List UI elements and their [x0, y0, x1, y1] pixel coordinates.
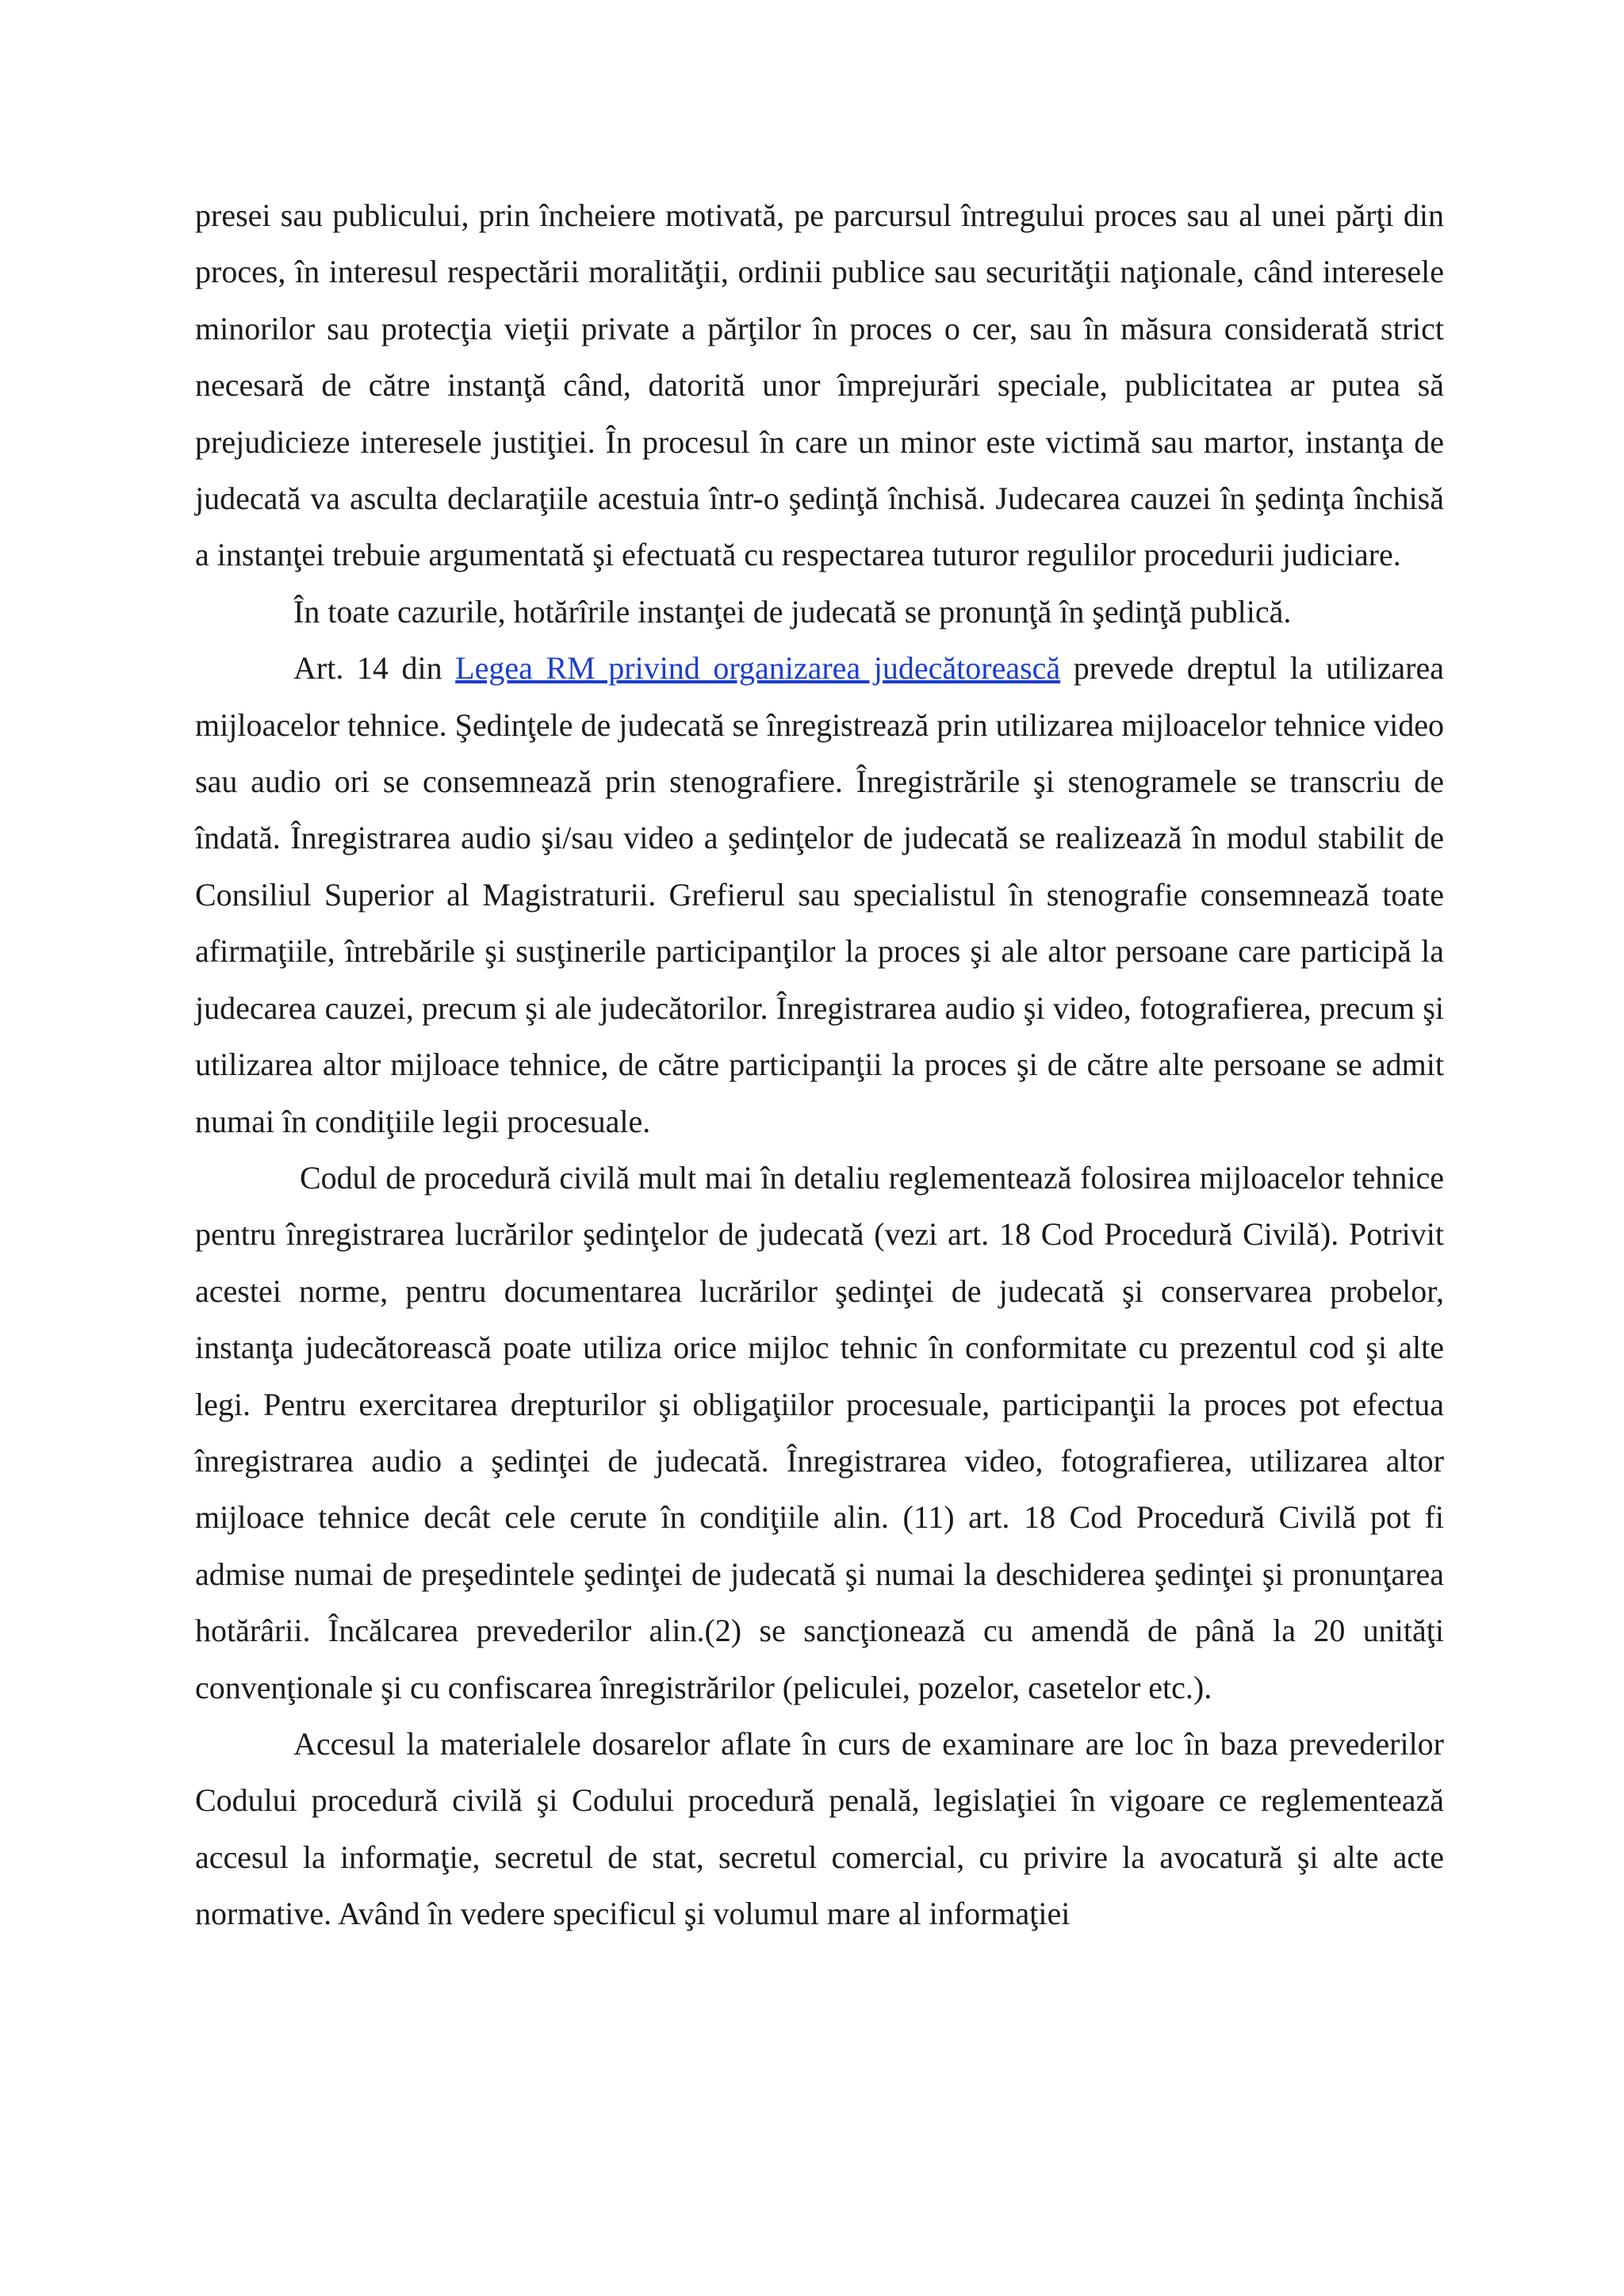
paragraph-court-publicity: presei sau publicului, prin încheiere motivată, pe parcursul întregului proces sau al unei părţi din proces, în interesul respectării moralităţii, ordinii publice sau securităţii naţionale, când interesele minorilor sau protecţia vieţii private a părţilor în proces o cer, sau în măsura considerată strict necesară de către instanţă când, datorită unor împrejurări speciale, publicitatea ar putea să prejudicieze interesele justiţiei. În procesul în care un minor este victimă sau martor, instanţa de judecată va asculta declaraţiile acestuia într-o şedinţă închisă. Judecarea cauzei în şedinţa închisă a instanţei trebuie argumentată şi efectuată cu respectarea tuturor regulilor procedurii judiciare. [195, 197, 1444, 573]
paragraph-case-file-access: Accesul la materialele dosarelor aflate în curs de examinare are loc în baza prevederilor Codului procedură civilă şi Codului procedură penală, legislaţiei în vigoare ce reglementează accesul la informaţie, secretul de stat, secretul comercial, cu privire la avocatură şi alte acte normative. Având în vedere specificul şi volumul mare al informaţiei [195, 1725, 1444, 1932]
law-link-judicial-organization[interactable]: Legea RM privind organizarea judecătorească [455, 650, 1061, 687]
paragraph-civil-procedure-code: Codul de procedură civilă mult mai în detaliu reglementează folosirea mijloacelor tehnice pentru înregistrarea lucrărilor şedinţelor de judecată (vezi art. 18 Cod Procedură Civilă). Potrivit acestei norme, pentru documentarea lucrărilor şedinţei de judecată şi conservarea probelor, instanţa judecătorească poate utiliza orice mijloc tehnic în conformitate cu prezentul cod şi alte legi. Pentru exercitarea drepturilor şi obligaţiilor procesuale, participanţii la proces pot efectua înregistrarea audio a şedinţei de judecată. Înregistrarea video, fotografierea, utilizarea altor mijloace tehnice decât cele cerute în condiţiile alin. (11) art. 18 Cod Procedură Civilă pot fi admise numai de preşedintele şedinţei de judecată şi numai la deschiderea şedinţei şi pronunţarea hotărârii. Încălcarea prevederilor alin.(2) se sancţionează cu amendă de până la 20 unităţi convenţionale şi cu confiscarea înregistrărilor (peliculei, pozelor, casetelor etc.). [195, 1159, 1444, 1705]
paragraph-text-segment: prevede dreptul la utilizarea mijloacelor tehnice. Şedinţele de judecată se înregistrează prin utilizarea mijloacelor tehnice video sau audio ori se consemnează prin stenografiere. Înregistrările şi stenogramele se transcriu de îndată. Înregistrarea audio şi/sau video a şedinţelor de judecată se realizează în modul stabilit de Consiliul Superior al Magistraturii. Grefierul sau specialistul în stenografie consemnează toate afirmaţiile, întrebările şi susţinerile participanţilor la proces şi ale altor persoane care participă la judecarea cauzei, precum şi ale judecătorilor. Înregistrarea audio şi video, fotografierea, precum şi utilizarea altor mijloace tehnice, de către participanţii la proces şi de către alte persoane se admit numai în condiţiile legii procesuale. [195, 650, 1444, 1139]
document-body [195, 187, 1444, 1942]
paragraph-public-pronouncement: În toate cazurile, hotărîrile instanţei de judecată se pronunţă în şedinţă publică. [293, 593, 1292, 629]
paragraph-text-segment: Art. 14 din [293, 650, 456, 687]
paragraph-technical-means [195, 640, 1444, 1150]
